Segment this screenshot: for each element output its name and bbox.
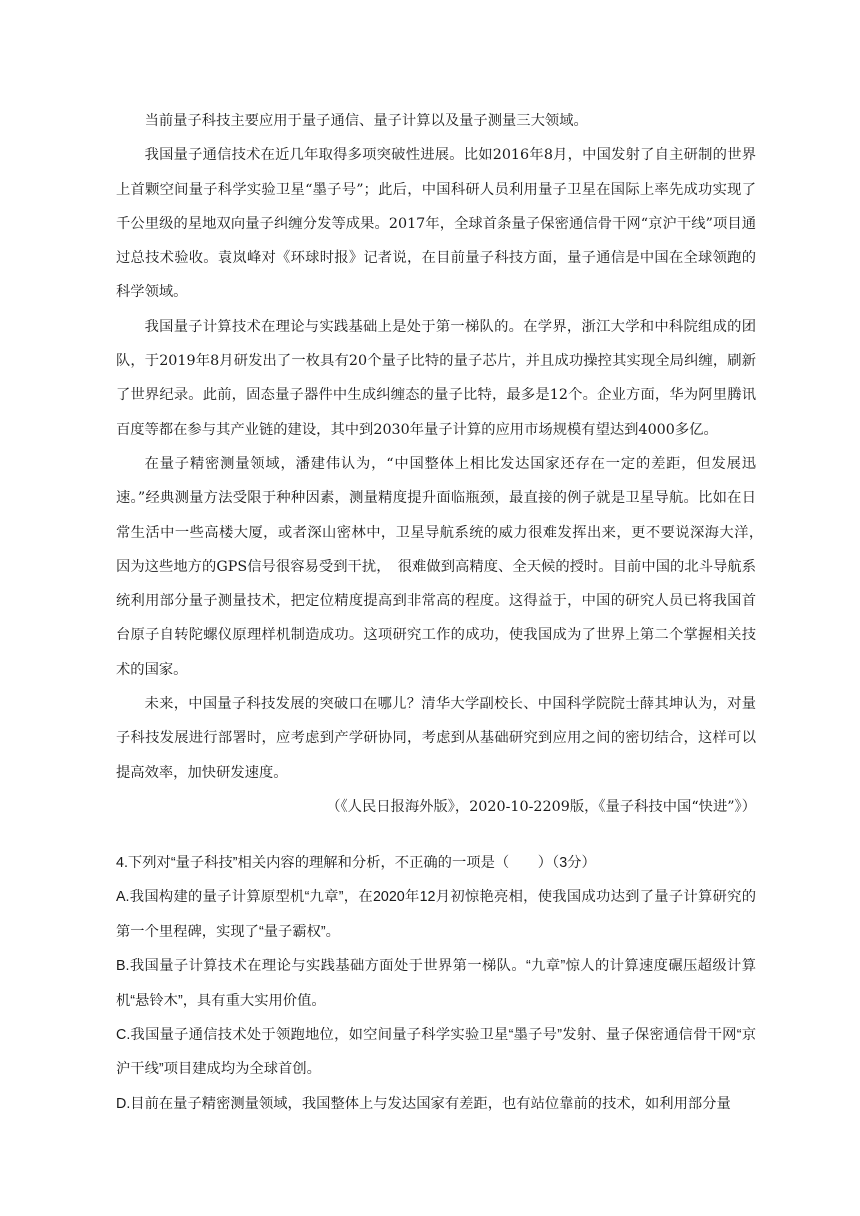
- article-paragraph-1: 当前量子科技主要应用于量子通信、量子计算以及量子测量三大领域。: [144, 113, 588, 129]
- article-paragraph-2: 我国量子通信技术在近几年取得多项突破性进展。比如2016年8月，中国发射了自主研制的世界上首颗空间量子科学实验卫星“墨子号”；此后，中国科研人员利用量子卫星在国际上率先成功实现了千公里级的星地双向量子纠缠分发等成果。2017年，全球首条量子保密通信骨干网“京沪干线”项目通过总技术验收。袁岚峰对《环球时报》记者说，在目前量子科技方面，量子通信是中国在全球领跑的科学领域。: [116, 147, 756, 301]
- article-paragraph-3: 我国量子计算技术在理论与实践基础上是处于第一梯队的。在学界，浙江大学和中科院组成的团队，于2019年8月研发出了一枚具有20个量子比特的量子芯片，并且成功操控其实现全局纠缠，刷新了世界纪录。此前，固态量子器件中生成纠缠态的量子比特，最多是12个。企业方面，华为阿里腾讯百度等都在参与其产业链的建设，其中到2030年量子计算的应用市场规模有望达到4000多亿。: [116, 318, 756, 438]
- question-stem: 4.下列对“量子科技”相关内容的理解和分析，不正确的一项是（ ）（3分）: [116, 855, 596, 871]
- option-a: A.我国构建的量子计算原型机“九章”，在2020年12月初惊艳亮相，使我国成功达到了量子计算研究的第一个里程碑，实现了“量子霸权”。: [116, 889, 756, 940]
- article-body: [116, 104, 771, 824]
- article-paragraph-5: 未来，中国量子科技发展的突破口在哪儿？清华大学副校长、中国科学院院士薛其坤认为，对量子科技发展进行部署时，应考虑到产学研协同，考虑到从基础研究到应用之间的密切结合，这样可以提高效率，加快研发速度。: [116, 696, 756, 781]
- article-source: （《人民日报海外版》，2020-10-2209版，《量子科技中国“快进”》）: [326, 798, 756, 815]
- option-c: C.我国量子通信技术处于领跑地位，如空间量子科学实验卫星“墨子号”发射、量子保密通信骨干网“京沪干线”项目建成均为全球首创。: [116, 1027, 756, 1078]
- option-b: B.我国量子计算技术在理论与实践基础方面处于世界第一梯队。“九章”惊人的计算速度碾压超级计算机“悬铃木”，具有重大实用价值。: [116, 958, 756, 1009]
- article-paragraph-4: 在量子精密测量领域，潘建伟认为，“中国整体上相比发达国家还存在一定的差距，但发展迅速。”经典测量方法受限于种种因素，测量精度提升面临瓶颈，最直接的例子就是卫星导航。比如在日常生活中一些高楼大厦，或者深山密林中，卫星导航系统的威力很难发挥出来，更不要说深海大洋， 因为这些地方的GPS信号很容易受到干扰， 很难做到高精度、全天候的授时。目前中国的北斗导航系统利用部分量子测量技术，把定位精度提高到非常高的程度。这得益于，中国的研究人员已将我国首台原子自转陀螺仪原理样机制造成功。这项研究工作的成功，使我国成为了世界上第二个掌握相关技术的国家。: [116, 455, 771, 678]
- question-4: [116, 846, 756, 1121]
- option-d: D.目前在量子精密测量领域，我国整体上与发达国家有差距，也有站位靠前的技术，如利用部分量: [116, 1095, 731, 1112]
